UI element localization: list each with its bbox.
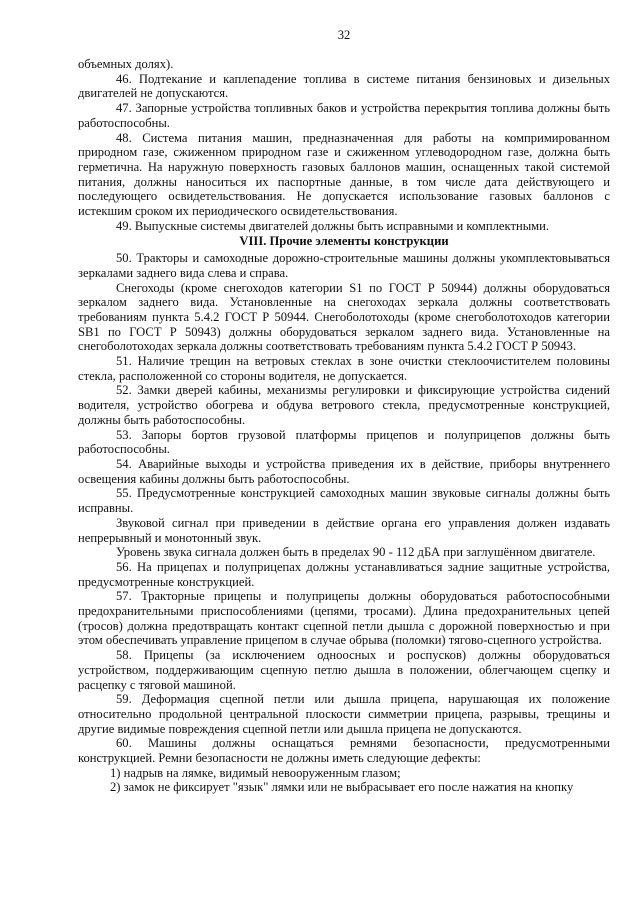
paragraph: 52. Замки дверей кабины, механизмы регулировки и фиксирующие устройства сидений водителя, устройство обогрева и обдува ветрового стекла, предусмотренные конструкцией, должны быть работоспособны. [78,383,610,427]
paragraph: 56. На прицепах и полуприцепах должны устанавливаться задние защитные устройства, предусмотренные конструкцией. [78,559,610,589]
paragraph: 2) замок не фиксирует "язык" лямки или не выбрасывает его после нажатия на кнопку [110,780,574,795]
paragraph: 59. Деформация сцепной петли или дышла прицепа, нарушающая их положение относительно продольной центральной плоскости симметрии прицепа, разрывы, трещины и другие видимые повреждения сцепной петли или дышла прицепа не допускаются. [78,692,610,736]
paragraph: Звуковой сигнал при приведении в действие органа его управления должен издавать непрерывный и монотонный звук. [78,515,610,545]
paragraph: 47. Запорные устройства топливных баков и устройства перекрытия топлива должны быть работоспособны. [78,101,610,130]
paragraph: 57. Тракторные прицепы и полуприцепы должны оборудоваться работоспособными предохранительными приспособлениями (цепями, тросами). Длина предохранительных цепей (тросов) должна предотвращать контакт сцепной петли дышла с дорожной поверхностью и при этом обеспечивать управление прицепом в случае обрыва (поломки) тягово-сцепного устройства. [78,589,610,648]
section-after-heading [78,251,610,795]
paragraph: 60. Машины должны оснащаться ремнями безопасности, предусмотренными конструкцией. Ремни безопасности не должны иметь следующие дефекты: [78,736,610,766]
paragraph: 46. Подтекание и каплепадение топлива в системе питания бензиновых и дизельных двигателей не допускаются. [78,71,610,101]
paragraph: 51. Наличие трещин на ветровых стеклах в зоне очистки стеклоочистителем половины стекла, расположенной со стороны водителя, не допускается. [78,354,610,383]
paragraph: 55. Предусмотренные конструкцией самоходных машин звуковые сигналы должны быть исправны. [78,486,610,516]
paragraph: 1) надрыв на лямке, видимый невооруженным глазом; [110,765,401,780]
section-before-heading [78,57,610,233]
document-page [78,0,610,795]
paragraph: 53. Запоры бортов грузовой платформы прицепов и полуприцепов должны быть работоспособны. [78,427,610,457]
paragraph: 50. Тракторы и самоходные дорожно-строительные машины должны укомплектовываться зеркалами заднего вида слева и справа. [78,251,610,280]
paragraph: 54. Аварийные выходы и устройства приведения их в действие, приборы внутреннего освещения кабины должны быть работоспособны. [78,456,610,486]
paragraph: 58. Прицепы (за исключением одноосных и роспусков) должны оборудоваться устройством, поддерживающим сцепную петлю дышла в положении, облегчающем сцепку и расцепку с тяговой машиной. [78,648,610,692]
page-number: 32 [337,28,351,42]
paragraph: 49. Выпускные системы двигателей должны быть исправными и комплектными. [116,218,550,233]
paragraph: Снегоходы (кроме снегоходов категории S1 по ГОСТ Р 50944) должны оборудоваться зеркалом заднего вида. Установленные на снегоходах зеркала должны соответствовать требованиям пункта 5.4.2 ГОСТ Р 50944. Снегоболотоходы (кроме снегоболотоходов категории SB1 по ГОСТ Р 50943) должны оборудоваться зеркалом заднего вида. Установленные на снегоболотоходах зеркала должны соответствовать требованиям пункта 5.4.2 ГОСТ Р 50943. [78,280,610,354]
paragraph: Уровень звука сигнала должен быть в пределах 90 - 112 дБА при заглушённом двигателе. [116,545,596,560]
paragraph: объемных долях). [78,57,174,71]
section-heading: VIII. Прочие элементы конструкции [239,234,449,249]
paragraph: 48. Система питания машин, предназначенная для работы на компримированном природном газе, сжиженном природном газе и сжиженном углеводородном газе, должна быть герметична. На наружную поверхность газовых баллонов машин, оснащенных такой системой питания, должны наноситься их паспортные данные, в том числе дата действующего и последующего освидетельствования. Не допускается использование газовых баллонов с истекшим сроком их периодического освидетельствования. [78,130,610,219]
